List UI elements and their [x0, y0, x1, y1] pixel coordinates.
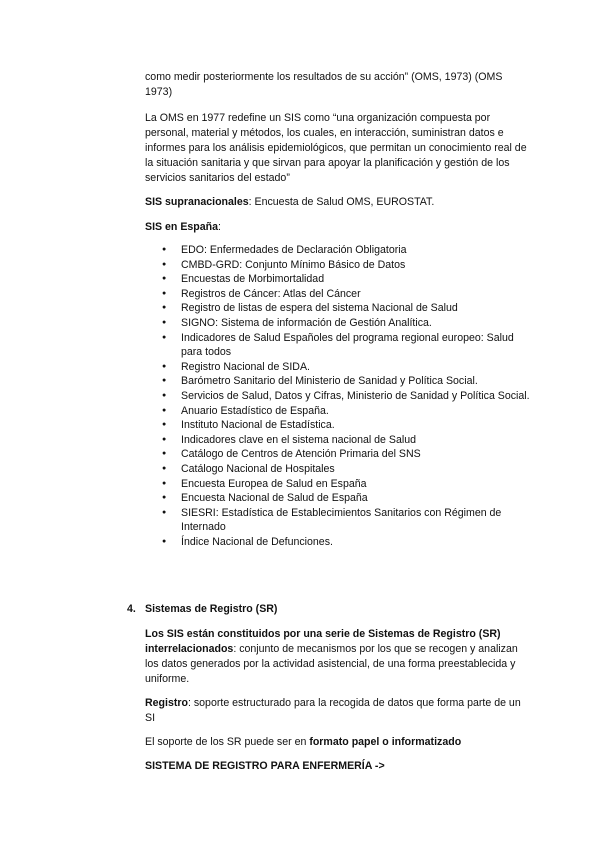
list-item: ● Índice Nacional de Defunciones. [145, 535, 530, 550]
list-item: ● Catálogo de Centros de Atención Primaria del SNS [145, 447, 530, 462]
registro-label: Registro [145, 697, 188, 709]
section-title: Sistemas de Registro (SR) [145, 603, 278, 615]
supranational-label: SIS supranacionales [145, 196, 249, 208]
list-item: ● Encuesta Nacional de Salud de España [145, 491, 530, 506]
list-item: ● Servicios de Salud, Datos y Cifras, Ministerio de Sanidad y Política Social. [145, 389, 530, 404]
list-item: ● Instituto Nacional de Estadística. [145, 418, 530, 433]
soporte-text: El soporte de los SR puede ser en [145, 736, 310, 748]
spain-sis-list [145, 243, 530, 549]
spain-label: SIS en España [145, 221, 219, 233]
list-item: ● SIGNO: Sistema de información de Gestión Analítica. [145, 316, 530, 331]
list-item: ● Barómetro Sanitario del Ministerio de Sanidad y Política Social. [145, 374, 530, 389]
list-item: ● EDO: Enfermedades de Declaración Obligatoria [145, 243, 530, 258]
list-item: ● Indicadores de Salud Españoles del programa regional europeo: Salud para todos [145, 331, 530, 360]
list-item: ● Catálogo Nacional de Hospitales [145, 462, 530, 477]
intro-continuation: como medir posteriormente los resultados de su acción” (OMS, 1973) (OMS 1973) [145, 71, 503, 98]
list-item: ● CMBD-GRD: Conjunto Mínimo Básico de Datos [145, 258, 530, 273]
list-item: ● Encuestas de Morbimortalidad [145, 272, 530, 287]
soporte-paragraph [145, 735, 530, 750]
supranational-text: : Encuesta de Salud OMS, EUROSTAT. [248, 196, 435, 208]
list-item: ● Anuario Estadístico de España. [145, 404, 530, 419]
registro-text: : soporte estructurado para la recogida de datos que forma parte de un SI [145, 697, 521, 724]
supranational-paragraph [145, 195, 530, 210]
sr-definition-paragraph [145, 627, 530, 687]
list-item: ● Registro de listas de espera del sistema Nacional de Salud [145, 301, 530, 316]
soporte-bold: formato papel o informatizado [309, 736, 462, 748]
list-item: ● Encuesta Europea de Salud en España [145, 477, 530, 492]
spain-heading [145, 220, 530, 235]
list-item: ● Indicadores clave en el sistema nacional de Salud [145, 433, 530, 448]
sr-definition-text: : conjunto de mecanismos por los que se recogen y analizan los datos generados por la actividad asistencial, de una forma preestablecida y uniforme. [145, 643, 518, 685]
spain-suffix: : [218, 221, 221, 233]
section-number: 4. [127, 603, 136, 615]
list-item: ● Registros de Cáncer: Atlas del Cáncer [145, 287, 530, 302]
list-item: ● SIESRI: Estadística de Establecimientos Sanitarios con Régimen de Internado [145, 506, 530, 535]
sr-definition-bold: Los SIS están constituidos por una serie de Sistemas de Registro (SR) interrelacionados [145, 628, 501, 655]
list-item: ● Registro Nacional de SIDA. [145, 360, 530, 375]
oms-definition-paragraph: La OMS en 1977 redefine un SIS como “una organización compuesta por personal, material y métodos, los cuales, en interacción, suministran datos e informes para los análisis epidemiológicos, que permitan un conocimiento real de la situación sanitaria y que sirvan para apoyar la planificación y gestión de los servicios sanitarios del estado” [145, 112, 527, 184]
nursing-registry-heading: SISTEMA DE REGISTRO PARA ENFERMERÍA -> [145, 760, 385, 772]
registro-paragraph [145, 696, 530, 726]
